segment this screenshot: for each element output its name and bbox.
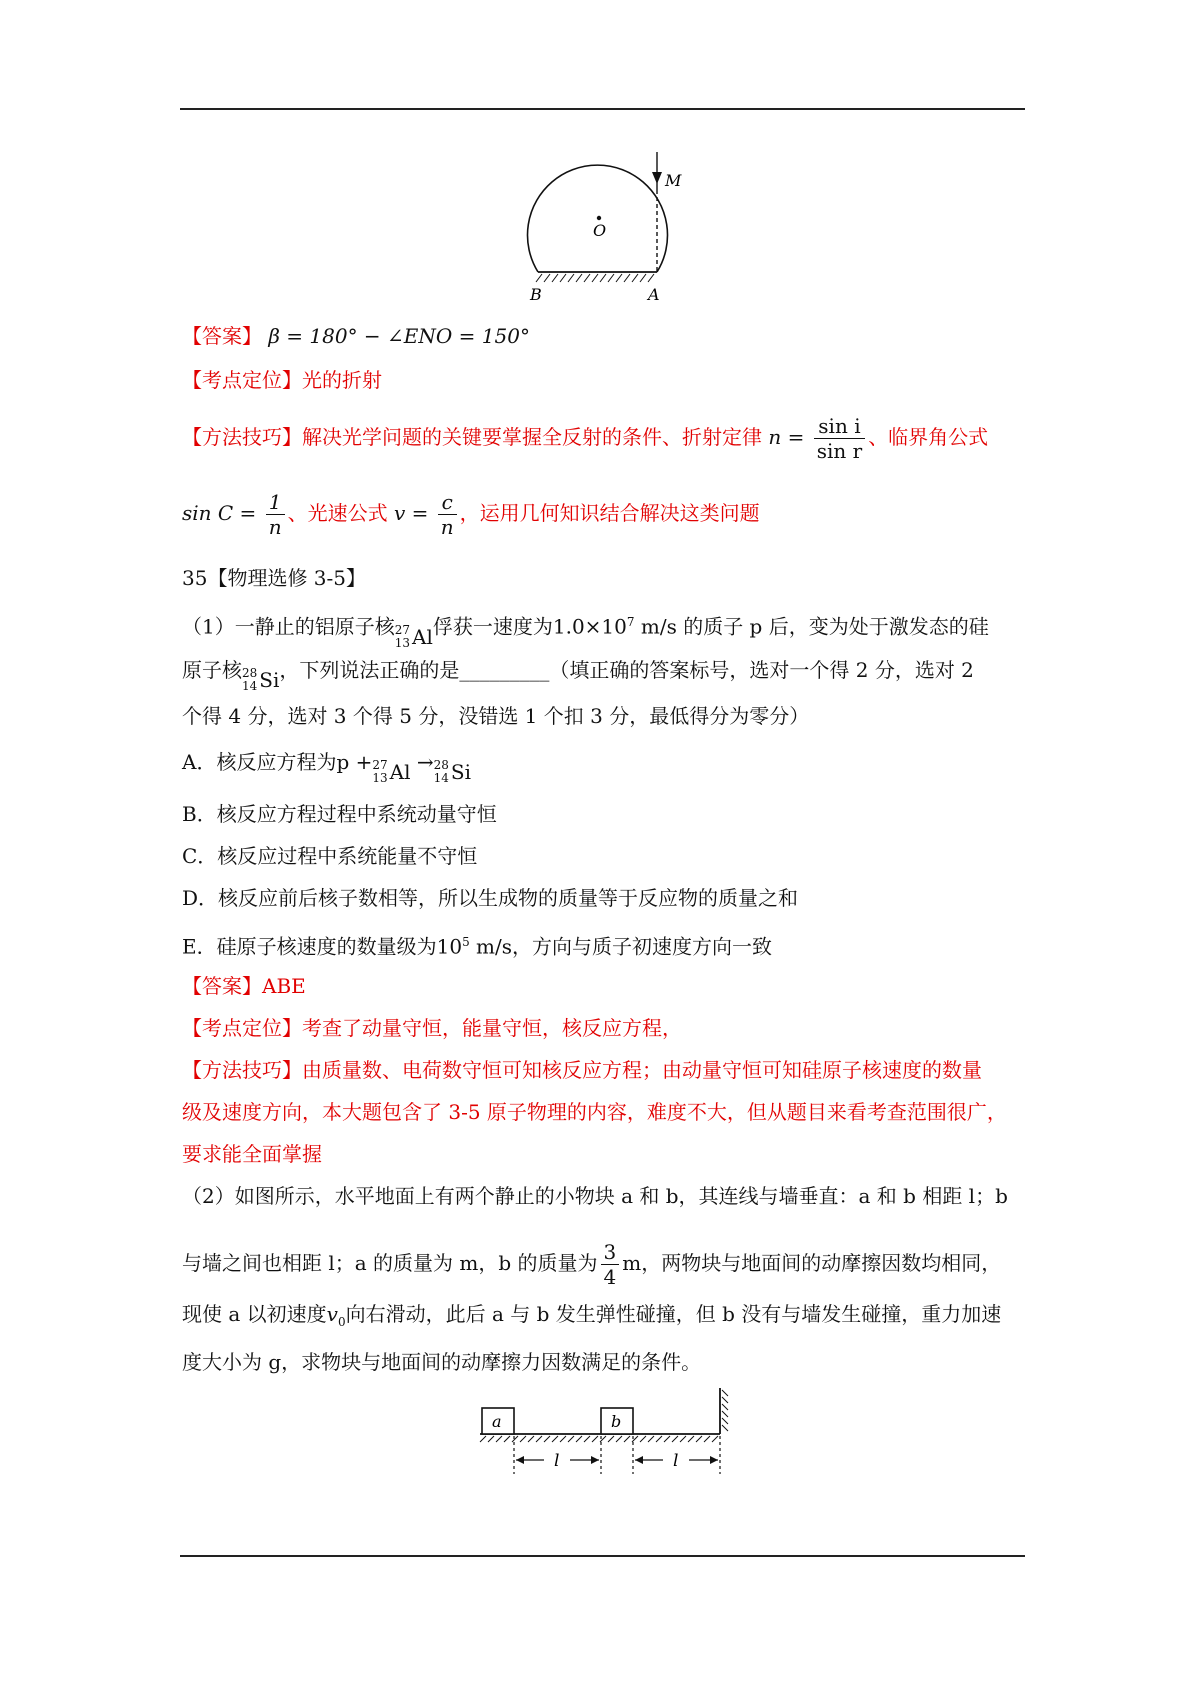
silicon-nucleus [242, 666, 279, 694]
option-c: C．核反应过程中系统能量不守恒 [182, 844, 478, 868]
al-symbol: Al [412, 624, 433, 649]
part2-text-2a: 与墙之间也相距 l；a 的质量为 m，b 的质量为 [182, 1251, 598, 1275]
ray-arrowhead [652, 172, 662, 184]
q35-method-text-1: 由质量数、电荷数守恒可知核反应方程；由动量守恒可知硅原子核速度的数量 [302, 1058, 982, 1082]
option-a-si-mass: 28 [433, 758, 449, 772]
option-a-al-symbol: Al [389, 760, 411, 784]
q35-method-line1 [182, 1056, 982, 1084]
center-dot [597, 216, 601, 220]
si-mass-number: 28 [242, 666, 258, 680]
q35-method-line3: 要求能全面掌握 [182, 1142, 322, 1166]
snell-lhs: n = [768, 425, 805, 449]
mass-fraction [601, 1240, 620, 1289]
answer-tag: 【答案】 [182, 324, 262, 348]
aluminium-nucleus [395, 623, 433, 651]
option-e-text-b: m/s，方向与质子初速度方向一致 [469, 934, 773, 959]
label-B: B [530, 285, 542, 304]
block-a-label: a [492, 1412, 502, 1431]
q35-answer-text: ABE [262, 974, 306, 998]
critical-fraction [266, 490, 285, 539]
si-symbol: Si [259, 668, 280, 692]
q35-part2-line4: 度大小为 g，求物块与地面间的动摩擦力因数满足的条件。 [182, 1350, 702, 1374]
q35-part2-line3 [182, 1300, 1001, 1336]
q35-answer-tag: 【答案】 [182, 974, 262, 998]
option-d: D．核反应前后核子数相等，所以生成物的质量等于反应物的质量之和 [182, 886, 799, 910]
blocks-figure [470, 1384, 740, 1480]
dim2-right-arrow [710, 1456, 718, 1464]
option-a-al-mass: 27 [372, 758, 388, 772]
option-e-exponent: 5 [462, 935, 470, 949]
method-text-1: 解决光学问题的关键要掌握全反射的条件、折射定律 [302, 425, 762, 449]
q35-heading: 35【物理选修 3-5】 [182, 566, 367, 590]
speed-denominator: n [440, 515, 454, 539]
option-a-al [372, 758, 410, 786]
p1-speed: 1.0×10 [552, 614, 627, 639]
al-atomic-number: 13 [394, 635, 411, 650]
label-A: A [648, 285, 660, 304]
mass-fraction-numerator: 3 [601, 1240, 620, 1265]
block-b-label: b [611, 1412, 622, 1431]
option-e [182, 928, 772, 961]
option-a-proton: p + [336, 750, 373, 774]
part2-text-3a: 现使 a 以初速度 [182, 1302, 327, 1326]
initial-velocity-subscript: 0 [337, 1315, 346, 1329]
option-b: B．核反应方程过程中系统动量守恒 [182, 802, 497, 826]
dim1-right-arrow [591, 1456, 599, 1464]
speed-lhs: v = [393, 501, 429, 525]
q35-part2-line1: （2）如图所示，水平地面上有两个静止的小物块 a 和 b，其连线与墙垂直：a 和 b 相距 l；b [182, 1184, 1008, 1208]
q35-topic-tag: 【考点定位】 [182, 1016, 302, 1040]
part2-text-2b: m，两物块与地面间的动摩擦因数均相同， [622, 1251, 1002, 1275]
p1-text-c: m/s 的质子 p 后，变为处于激发态的硅 [634, 614, 989, 639]
option-a-si-z: 14 [433, 771, 449, 785]
p2-text-b: ，下列说法正确的是_________（填正确的答案标号，选对一个得 2 分，选对 2 [279, 658, 974, 682]
q35-method-tag: 【方法技巧】 [182, 1058, 302, 1082]
method-tag: 【方法技巧】 [182, 425, 302, 449]
initial-velocity-symbol: v [326, 1302, 338, 1326]
critical-numerator: 1 [266, 490, 285, 515]
p2-text-a: 原子核 [182, 658, 242, 682]
optics-figure [520, 150, 700, 310]
option-e-text-a: E．硅原子核速度的数量级为 [182, 934, 437, 959]
option-a-si [434, 758, 471, 786]
q34-topic [182, 366, 382, 394]
si-atomic-number: 14 [242, 679, 258, 693]
method-text-3: 、光速公式 [287, 501, 388, 525]
p1-speed-exponent: 7 [626, 615, 635, 629]
option-a-al-z: 13 [372, 771, 388, 785]
p1-text-a: （1）一静止的铝原子核 [182, 614, 395, 639]
snell-denominator: sin r [816, 439, 863, 463]
label-O: O [593, 221, 607, 240]
label-M: M [665, 171, 682, 190]
snell-numerator: sin i [814, 414, 865, 439]
q35-topic [182, 1014, 682, 1042]
distance-label-2: l [673, 1451, 679, 1471]
q34-method-line2 [182, 490, 760, 539]
speed-fraction [438, 490, 457, 539]
option-a-si-symbol: Si [450, 760, 472, 784]
part2-text-3b: 向右滑动，此后 a 与 b 发生弹性碰撞，但 b 没有与墙发生碰撞，重力加速 [345, 1302, 1002, 1326]
q35-topic-text: 考查了动量守恒，能量守恒，核反应方程， [302, 1016, 682, 1040]
critical-lhs: sin C = [182, 501, 257, 525]
option-a-arrow: → [416, 750, 434, 774]
mass-fraction-denominator: 4 [603, 1265, 617, 1289]
method-text-4: ，运用几何知识结合解决这类问题 [459, 501, 760, 525]
answer-expression: β = 180° − ∠ENO = 150° [268, 324, 530, 348]
al-mass-number: 27 [394, 622, 411, 637]
q35-method-line2: 级及速度方向，本大题包含了 3-5 原子物理的内容，难度不大，但从题目来看考查范围很广， [182, 1100, 1007, 1124]
dim1-left-arrow [516, 1456, 524, 1464]
header-rule [180, 108, 1025, 110]
topic-text: 光的折射 [302, 368, 382, 392]
snell-fraction [814, 414, 865, 463]
footer-rule [180, 1555, 1025, 1557]
topic-tag: 【考点定位】 [182, 368, 302, 392]
q35-part1-line2 [182, 656, 974, 694]
option-a [182, 748, 471, 786]
p1-text-b: 俘获一速度为 [432, 614, 553, 639]
q34-answer [182, 322, 530, 350]
q35-part2-line2 [182, 1240, 1001, 1289]
dim2-left-arrow [635, 1456, 643, 1464]
method-text-2: 、临界角公式 [868, 425, 989, 449]
q34-method-line1 [182, 414, 988, 463]
q35-part1-line1 [182, 608, 989, 651]
option-e-base: 10 [436, 934, 463, 959]
distance-label-1: l [554, 1451, 560, 1471]
q35-part1-line3: 个得 4 分，选对 3 个得 5 分，没错选 1 个扣 3 分，最低得分为零分） [182, 704, 810, 728]
option-a-text: A．核反应方程为 [182, 750, 337, 774]
speed-numerator: c [438, 490, 457, 515]
q35-answer [182, 972, 306, 1000]
critical-denominator: n [268, 515, 282, 539]
